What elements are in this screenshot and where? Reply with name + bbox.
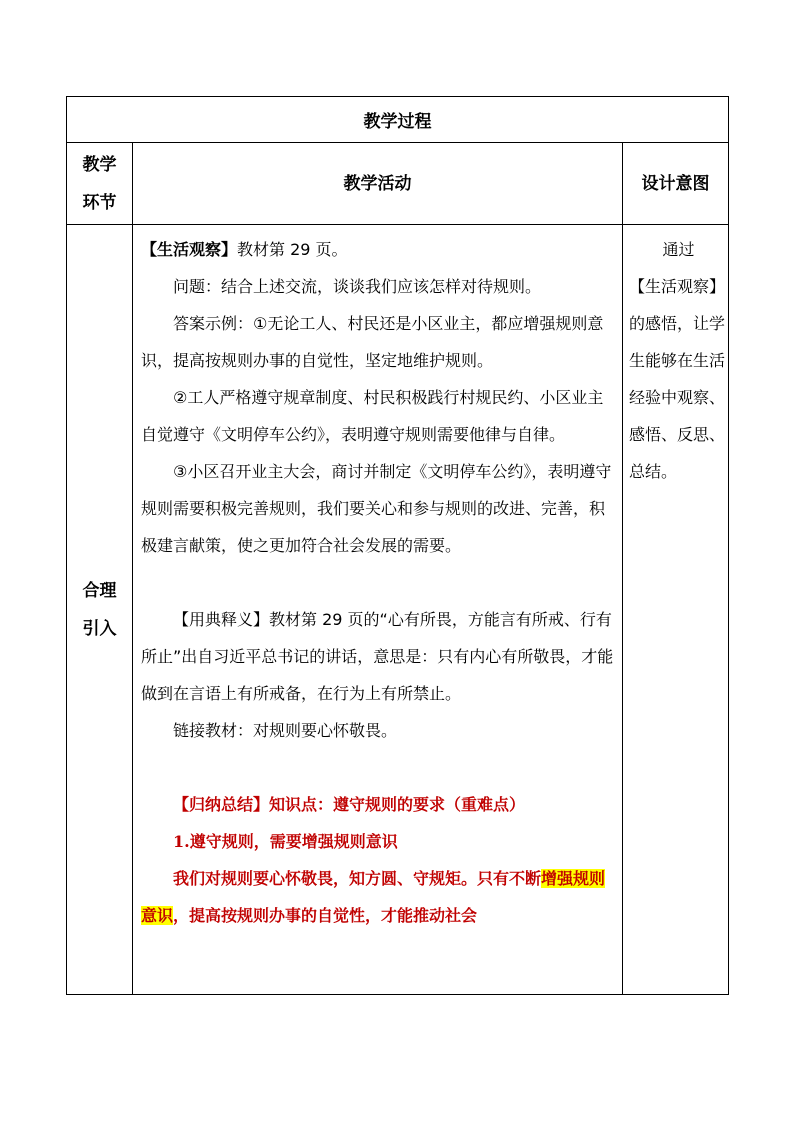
answer-paragraph-3: ③小区召开业主大会，商讨并制定《文明停车公约》，表明遵守规则需要积极完善规则，我们要关心和参与规则的改进、完善，积极建言献策，使之更加符合社会发展的需要。 [141, 462, 612, 555]
life-observation-paragraph [141, 231, 616, 268]
teaching-process-table [66, 96, 729, 995]
purpose-text: 【生活观察】的感悟，让学生能够在生活经验中观察、感悟、反思、总结。 [629, 277, 726, 481]
header-stage-line-2: 环节 [82, 192, 117, 213]
answer-paragraph-1: 答案示例：①无论工人、村民还是小区业主，都应增强规则意识，提高按规则办事的自觉性，坚定地维护规则。 [141, 314, 604, 370]
table-title-row [67, 97, 729, 143]
textbook-link-paragraph: 链接教材：对规则要心怀敬畏。 [173, 721, 398, 740]
purpose-first-line: 通过 [662, 240, 695, 259]
header-stage-line-1: 教学 [82, 154, 117, 175]
header-activity: 教学活动 [133, 143, 623, 225]
life-observation-text: 教材第 29 页。 [237, 240, 348, 259]
header-stage [67, 143, 133, 225]
summary-title: 【归纳总结】知识点：遵守规则的要求（重难点） [173, 795, 526, 814]
section-label [67, 225, 133, 995]
paragraph-spacer [141, 564, 616, 601]
table-body-row [67, 225, 729, 995]
knowledge-text-a: 我们对规则要心怀敬畏，知方圆、守规矩。只有不断 [173, 869, 542, 888]
table-header-row [67, 143, 729, 225]
section-label-line-1: 合理 [82, 580, 117, 601]
section-label-line-2: 引入 [82, 618, 117, 639]
purpose-cell [623, 225, 729, 995]
highlighted-phrase: 增强规则意识 [141, 869, 606, 925]
paragraph-spacer [141, 749, 616, 786]
activity-cell [133, 225, 623, 995]
question-paragraph: 问题：结合上述交流，谈谈我们应该怎样对待规则。 [173, 277, 542, 296]
table-title: 教学过程 [67, 97, 729, 143]
knowledge-point-1: 1.遵守规则，需要增强规则意识 [173, 832, 398, 851]
header-purpose: 设计意图 [623, 143, 729, 225]
knowledge-point-1-text [141, 860, 616, 934]
knowledge-text-b: ，提高按规则办事的自觉性，才能推动社会 [173, 906, 478, 925]
classic-interpretation-paragraph: 【用典释义】教材第 29 页的“心有所畏，方能言有所戒、行有所止”出自习近平总书记的讲话，意思是：只有内心有所敬畏，才能做到在言语上有所戒备，在行为上有所禁止。 [141, 610, 614, 703]
life-observation-tag: 【生活观察】 [141, 240, 238, 259]
answer-paragraph-2: ②工人严格遵守规章制度、村民积极践行村规民约、小区业主自觉遵守《文明停车公约》，表明遵守规则需要他律与自律。 [141, 388, 604, 444]
